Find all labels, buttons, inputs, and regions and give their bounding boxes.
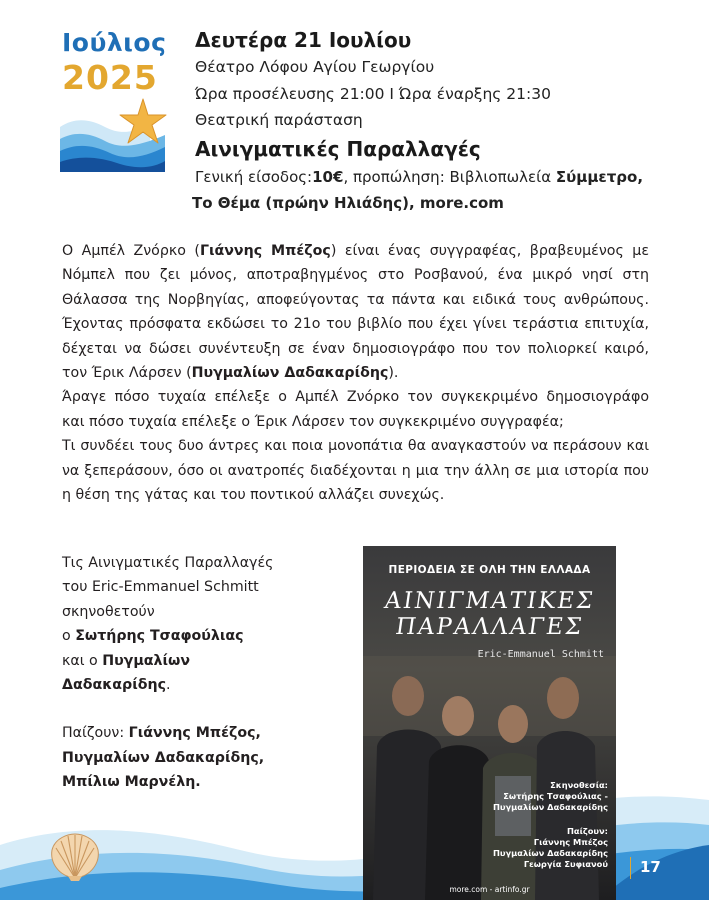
- ticket-prefix: Γενική είσοδος:: [195, 168, 313, 186]
- synopsis-line: να ξεπεράσουν, όσο οι ανατροπές διαδέχονται η μια την άλλη σε μια ιστορία που: [62, 462, 649, 479]
- synopsis-line: Ο Αμπέλ Ζνόρκο (Γιάννης Μπέζος) είναι ένας συγγραφέας, βραβευμένος με: [62, 243, 649, 259]
- cast-line: Πυγμαλίων Δαδακαρίδης,: [62, 749, 265, 766]
- page-number-divider: [630, 857, 631, 879]
- credits-column: [62, 551, 273, 795]
- synopsis-line: Νόμπελ που ζει μόνος, αποτραβηγμένος στο Ροσβανού, ένα μικρό νησί στη: [62, 267, 649, 284]
- synopsis-line: δέχεται να δώσει συνέντευξη σε έναν δημοσιογράφο που τον πολιορκεί καιρό,: [62, 340, 649, 357]
- poster-cast: Παίζουν: Γιάννης Μπέζος Πυγμαλίων Δαδακαρίδης Γεωργία Συφιανού: [492, 826, 608, 869]
- poster-title-1: ΑΙΝΙΓΜΑΤΙΚΕΣ: [382, 588, 597, 614]
- synopsis-line: Θάλασσα της Νορβηγίας, αποφεύγοντας τα πάντα και ειδικά τους ανθρώπους.: [62, 291, 649, 308]
- ticket-info: [195, 168, 643, 186]
- ticket-stores: Το Θέμα (πρώην Ηλιάδης), more.com: [192, 194, 504, 212]
- event-times: Ώρα προσέλευσης 21:00 Ι Ώρα έναρξης 21:30: [195, 85, 551, 103]
- page-number: 17: [640, 858, 661, 876]
- cast-line: Μπίλιω Μαρνέλη.: [62, 774, 201, 791]
- ticket-store: Σύμμετρο,: [555, 168, 644, 186]
- synopsis: [62, 239, 649, 507]
- synopsis-line: η θέση της γάτας και του ποντικού αλλάζει συνεχώς.: [62, 487, 445, 504]
- starfish-icon: [117, 97, 169, 147]
- synopsis-line: και πόσο τυχαία επέλεξε ο Έρικ Λάρσεν τον συγκεκριμένο συγγραφέα;: [62, 413, 564, 430]
- cast-line: Παίζουν: Γιάννης Μπέζος,: [62, 725, 261, 742]
- seashell-icon: [48, 832, 102, 882]
- event-date: Δευτέρα 21 Ιουλίου: [195, 28, 412, 52]
- credits-line: Τις Αινιγματικές Παραλλαγές: [62, 555, 274, 571]
- poster-direction: Σκηνοθεσία: Σωτήρης Τσαφούλιας - Πυγμαλίων Δαδακαρίδης: [492, 780, 608, 812]
- logo-year: 2025: [62, 58, 158, 97]
- poster-tour: ΠΕΡΙΟΔΕΙΑ ΣΕ ΟΛΗ ΤΗΝ ΕΛΛΑΔΑ: [388, 564, 591, 576]
- event-category: Θεατρική παράσταση: [195, 111, 363, 129]
- event-venue: Θέατρο Λόφου Αγίου Γεωργίου: [195, 58, 435, 76]
- synopsis-line: τον Έρικ Λάρσεν (Πυγμαλίων Δαδακαρίδης).: [62, 365, 399, 382]
- poster-websites: more.com - artinfo.gr: [449, 885, 530, 894]
- ticket-presale: , προπώληση: Βιβλιοπωλεία: [343, 168, 556, 186]
- poster-title-2: ΠΑΡΑΛΛΑΓΕΣ: [393, 614, 586, 640]
- show-poster: [363, 546, 616, 900]
- event-title: Αινιγματικές Παραλλαγές: [195, 137, 481, 161]
- credits-line: και ο Πυγμαλίων: [62, 652, 191, 669]
- ticket-price: 10€: [312, 168, 344, 186]
- credits-line: ο Σωτήρης Τσαφούλιας: [62, 628, 244, 645]
- credits-line: Δαδακαρίδης.: [62, 677, 171, 694]
- synopsis-line: Τι συνδέει τους δυο άντρες και ποια μονοπάτια θα αναγκαστούν να περάσουν και: [62, 438, 649, 455]
- poster-author: Eric-Emmanuel Schmitt: [477, 649, 604, 660]
- logo-month: Ιούλιος: [62, 28, 167, 57]
- credits-line: του Eric-Emmanuel Schmitt: [62, 579, 259, 596]
- synopsis-line: Έχοντας πρόσφατα εκδώσει το 21ο του βιβλίο που έχει γίνει τεράστια επιτυχία,: [62, 316, 649, 333]
- credits-line: σκηνοθετούν: [62, 603, 155, 620]
- synopsis-line: Άραγε πόσο τυχαία επέλεξε ο Αμπέλ Ζνόρκο τον συγκεκριμένο δημοσιογράφο: [62, 389, 649, 406]
